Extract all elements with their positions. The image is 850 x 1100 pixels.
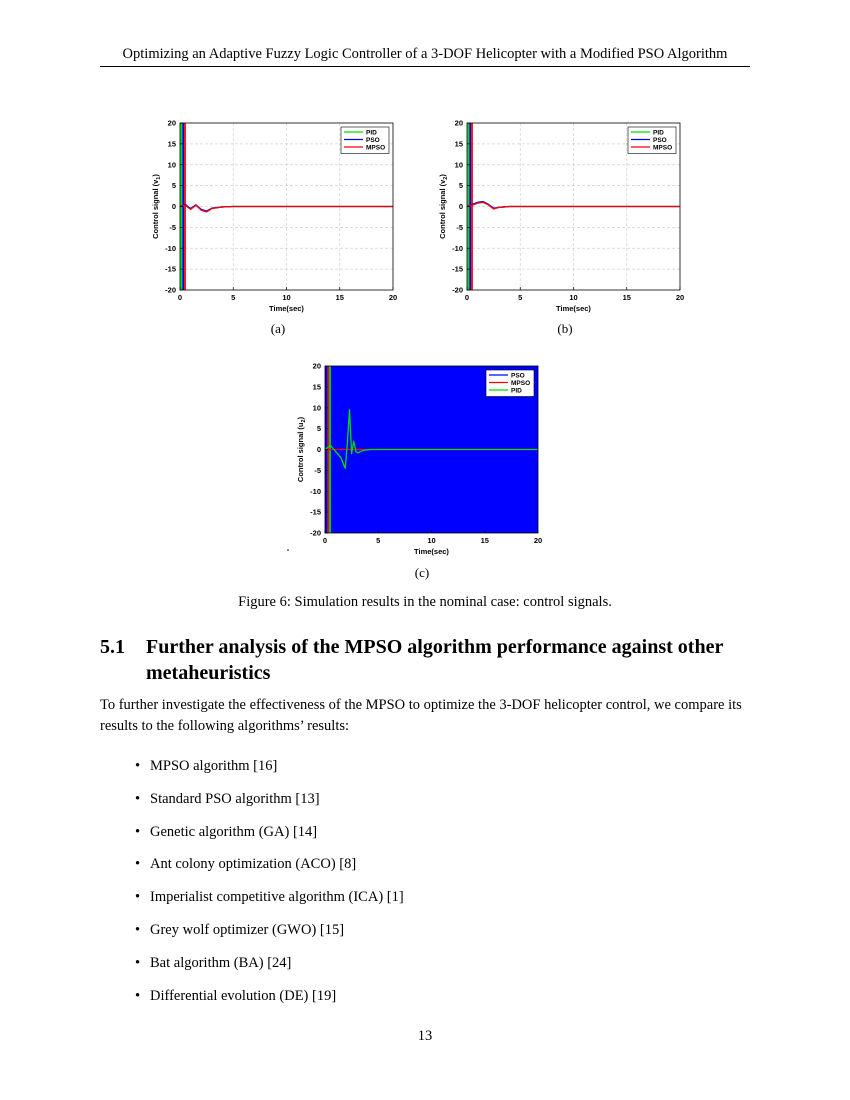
chart2-ytick-label: 10 — [312, 403, 321, 413]
chart2-legend-label: MPSO — [511, 379, 531, 387]
chart0-initial-spike — [184, 123, 186, 290]
chart1-xtick-label: 15 — [622, 293, 631, 302]
chart1-ytick-label: -10 — [452, 243, 463, 253]
subcaption-a: (a) — [270, 321, 286, 336]
bullet-icon: • — [135, 823, 141, 840]
chart0-ytick-label: -10 — [165, 243, 176, 253]
list-item: • Grey wolf optimizer (GWO) [15] — [135, 920, 404, 953]
bullet-icon: • — [135, 856, 141, 873]
list-item: • Standard PSO algorithm [13] — [135, 789, 404, 822]
chart1-ylabel-main: Control signal (v — [438, 179, 447, 239]
chart0-ylabel-close: ) — [151, 174, 160, 177]
running-header: Optimizing an Adaptive Fuzzy Logic Controller of a 3-DOF Helicopter with a Modified PSO Algorithm — [122, 46, 728, 62]
chart2-ytick-label: -15 — [310, 507, 321, 517]
chart1-ytick-label: -20 — [452, 285, 463, 295]
section-title: Further analysis of the MPSO algorithm performance against other metaheuristics — [146, 636, 723, 684]
plot-b-svg — [432, 115, 687, 320]
chart2-xtick-label: 20 — [533, 536, 543, 545]
chart1-legend-label: PSO — [653, 136, 667, 144]
chart0-ytick-label: 20 — [167, 118, 176, 128]
chart1-xlabel: Time(sec) — [556, 304, 591, 313]
body-paragraph: To further investigate the effectiveness of the MPSO to optimize the 3-DOF helicopter control, we compare its results to the following algorithms’ results: — [100, 697, 742, 734]
chart2-ytick-label: 20 — [312, 361, 321, 371]
chart1-ytick-label: 0 — [458, 202, 463, 211]
chart2-xtick-label: 0 — [322, 536, 328, 545]
chart1-legend-label: MPSO — [653, 144, 673, 152]
chart1-ytick-label: -15 — [452, 264, 463, 274]
chart2-ylabel-sub: 2 — [301, 419, 307, 423]
chart2-legend-label: PSO — [511, 372, 525, 380]
plot-a-svg — [145, 115, 400, 320]
chart2-ytick-label: -10 — [310, 486, 321, 496]
bullet-icon: • — [135, 921, 141, 938]
chart1-xtick-label: 20 — [675, 293, 685, 302]
chart2-ytick-label: 5 — [316, 424, 321, 434]
chart0-ytick-label: 15 — [167, 139, 176, 149]
chart1-initial-spike — [471, 123, 473, 290]
chart2-legend-label: PID — [511, 387, 522, 395]
chart1-legend-label: PID — [653, 129, 664, 137]
chart0-legend-label: MPSO — [366, 144, 386, 152]
chart1-ytick-label: 5 — [458, 181, 463, 191]
bullet-icon: • — [135, 954, 141, 971]
chart1-ylabel-sub: 2 — [443, 176, 449, 180]
chart0-xtick-label: 5 — [231, 293, 236, 302]
chart0-xtick-label: 20 — [388, 293, 398, 302]
list-item: • Genetic algorithm (GA) [14] — [135, 822, 404, 855]
list-item: • Differential evolution (DE) [19] — [135, 986, 404, 1019]
header-rule — [100, 66, 750, 67]
chart0-ytick-label: 5 — [171, 181, 176, 191]
list-item: • Bat algorithm (BA) [24] — [135, 953, 404, 986]
section-number: 5.1 — [100, 636, 125, 658]
chart0-ytick-label: -5 — [169, 222, 176, 232]
chart0-ytick-label: -15 — [165, 264, 176, 274]
chart0-legend-label: PSO — [366, 136, 380, 144]
chart0-xtick-label: 15 — [335, 293, 344, 302]
chart2-ylabel-close: ) — [296, 416, 305, 420]
chart0-legend-label: PID — [366, 129, 377, 137]
bullet-icon: • — [135, 758, 141, 774]
chart0-ylabel-main: Control signal (v — [151, 179, 160, 239]
chart1-xtick-label: 10 — [569, 293, 578, 302]
section-heading — [100, 634, 750, 686]
chart1-ytick-label: 20 — [454, 118, 463, 128]
chart1-ylabel — [438, 174, 449, 239]
chart2-xlabel: Time(sec) — [414, 547, 449, 556]
chart0-ylabel — [151, 174, 162, 239]
chart2-ylabel — [296, 416, 307, 482]
subcaption-c: (c) — [414, 565, 430, 580]
chart1-ylabel-close: ) — [438, 174, 447, 177]
chart0-xtick-label: 10 — [282, 293, 291, 302]
chart0-ylabel-sub: 1 — [156, 176, 162, 180]
bullet-icon: • — [135, 987, 141, 1004]
chart2-ytick-label: -20 — [310, 528, 321, 538]
plot-b — [432, 115, 687, 320]
plot-c-svg — [290, 358, 545, 563]
chart2-xtick-label: 5 — [376, 536, 381, 545]
chart1-ytick-label: 10 — [454, 160, 463, 170]
bullet-icon: • — [135, 889, 141, 906]
chart2-ytick-label: 0 — [316, 445, 321, 454]
chart0-ytick-label: 0 — [171, 202, 176, 211]
chart2-ytick-label: 15 — [312, 382, 321, 392]
chart2-ylabel-main: Control signal (u — [296, 422, 305, 483]
figure-caption: Figure 6: Simulation results in the nominal case: control signals. — [238, 594, 612, 610]
page-number: 13 — [417, 1028, 433, 1044]
chart2-xtick-label: 10 — [427, 536, 436, 545]
chart0-ytick-label: 10 — [167, 160, 176, 170]
bullet-icon: • — [135, 790, 141, 807]
chart2-xtick-label: 15 — [480, 536, 489, 545]
chart1-xtick-label: 5 — [518, 293, 523, 302]
list-item: • MPSO algorithm [16] — [135, 756, 404, 789]
stray-mark — [287, 549, 289, 551]
algorithm-list — [135, 756, 404, 1018]
plot-c — [290, 358, 545, 563]
chart0-xtick-label: 0 — [177, 293, 183, 302]
chart2-ytick-label: -5 — [314, 465, 321, 475]
plot-a — [145, 115, 400, 320]
subcaption-b: (b) — [557, 321, 573, 336]
chart0-xlabel: Time(sec) — [269, 304, 304, 313]
chart0-ytick-label: -20 — [165, 285, 176, 295]
list-item: • Ant colony optimization (ACO) [8] — [135, 854, 404, 887]
chart1-ytick-label: -5 — [456, 222, 463, 232]
chart1-ytick-label: 15 — [454, 139, 463, 149]
list-item: • Imperialist competitive algorithm (ICA) [1] — [135, 887, 404, 920]
chart1-xtick-label: 0 — [464, 293, 470, 302]
